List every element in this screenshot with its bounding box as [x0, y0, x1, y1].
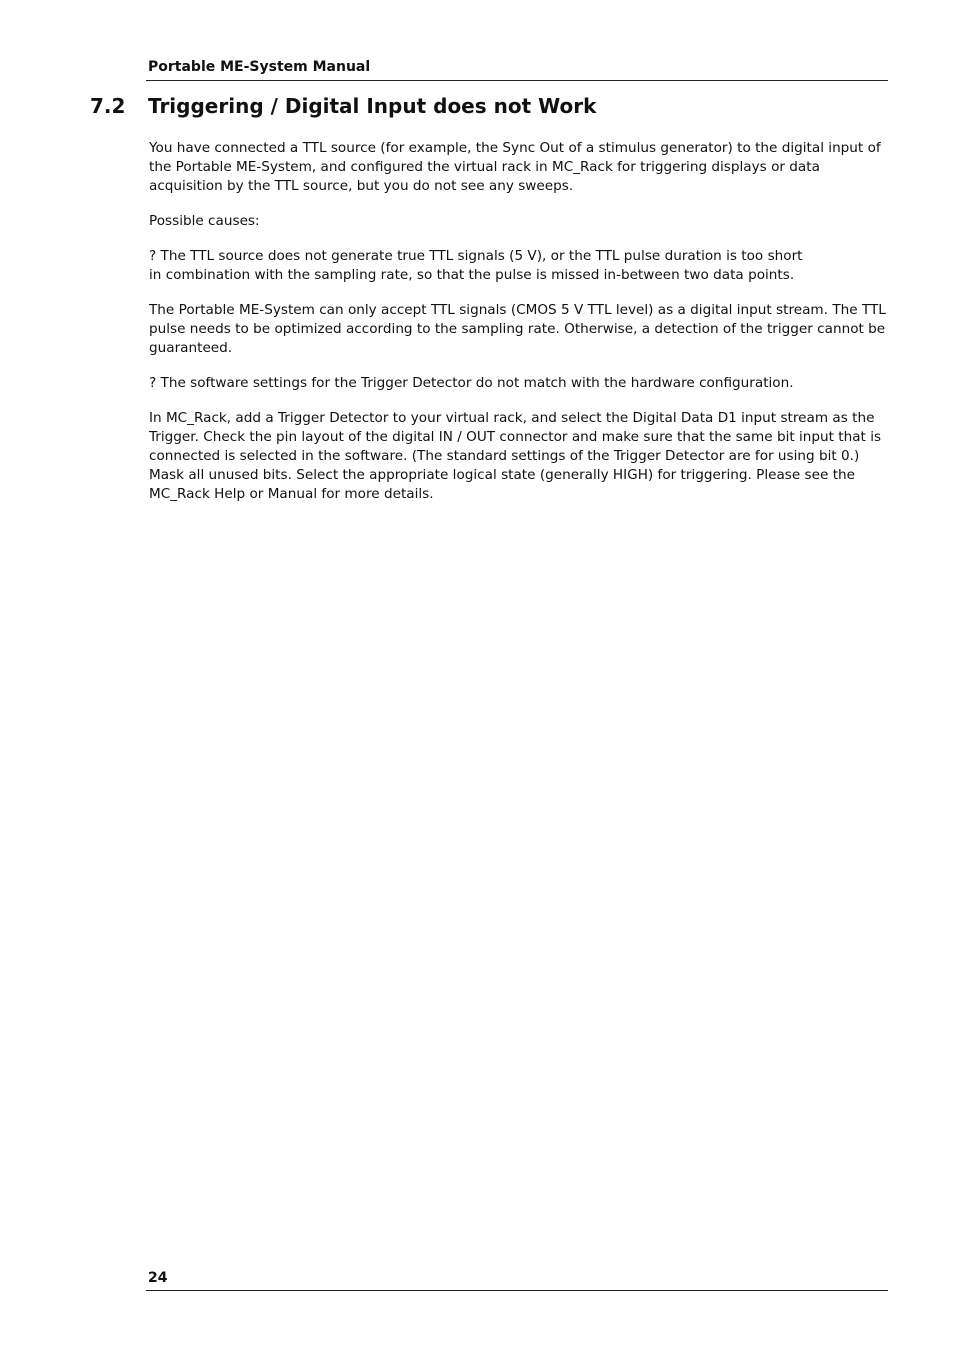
paragraph-cause-one: [149, 247, 891, 285]
cause-one-line-1: ? The TTL source does not generate true TTL signals (5 V), or the TTL pulse duration is too short: [149, 248, 803, 264]
footer-rule: [146, 1290, 888, 1291]
body-text: [149, 139, 891, 520]
paragraph-ttl-explanation: The Portable ME-System can only accept TTL signals (CMOS 5 V TTL level) as a digital input stream. The TTL pulse needs to be optimized according to the sampling rate. Otherwise, a detection of the trigger cannot be guaranteed.: [149, 302, 886, 356]
cause-one-line-2: in combination with the sampling rate, so that the pulse is missed in-between two data points.: [149, 267, 795, 283]
section-title: Triggering / Digital Input does not Work: [148, 94, 597, 118]
section-heading: [90, 92, 890, 120]
paragraph-intro: You have connected a TTL source (for example, the Sync Out of a stimulus generator) to the digital input of the Portable ME-System, and configured the virtual rack in MC_Rack for triggering displays or data acquisition by the TTL source, but you do not see any sweeps.: [149, 140, 881, 194]
header-rule: [146, 80, 888, 81]
page-number: 24: [148, 1270, 168, 1286]
paragraph-possible-causes: Possible causes:: [149, 213, 260, 229]
paragraph-cause-two: ? The software settings for the Trigger Detector do not match with the hardware configuration.: [149, 375, 794, 391]
paragraph-mc-rack-instructions: In MC_Rack, add a Trigger Detector to your virtual rack, and select the Digital Data D1 input stream as the Trigger. Check the pin layout of the digital IN / OUT connector and make sure that the same bit input that is connected is selected in the software. (The standard settings of the Trigger Detector are for using bit 0.) Mask all unused bits. Select the appropriate logical state (generally HIGH) for triggering. Please see the MC_Rack Help or Manual for more details.: [149, 410, 882, 502]
section-number: 7.2: [90, 94, 126, 118]
running-header: Portable ME-System Manual: [148, 59, 371, 75]
